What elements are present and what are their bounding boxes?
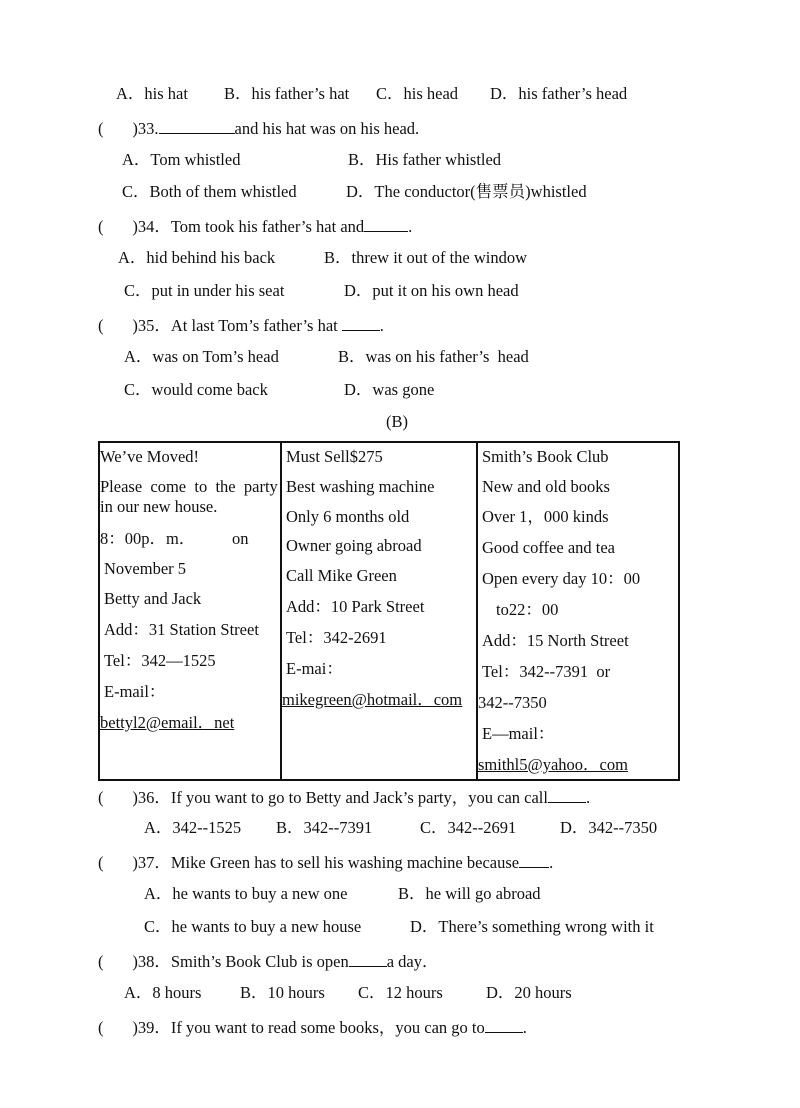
q34-prefix: ( )34．Tom took his father’s hat and [98, 217, 365, 236]
q36-option-d: D．342--7350 [560, 818, 658, 837]
q33-option-c: C．Both of them whistled [122, 182, 297, 201]
ad-sell-line3: Owner going abroad [286, 536, 422, 555]
q34-option-a: A．hid behind his back [118, 248, 276, 267]
q33-option-a: A．Tom whistled [122, 150, 241, 169]
ad-club-line1: New and old books [482, 477, 610, 496]
q38-option-d: D．20 hours [486, 983, 572, 1002]
q38-option-a: A．8 hours [124, 983, 202, 1002]
q34-question [98, 215, 412, 237]
ad-club-email: smithl5@yahoo．com [478, 755, 628, 774]
q36-end: . [585, 788, 591, 807]
table-divider [280, 443, 282, 779]
ad-moved-title: We’ve Moved! [100, 447, 200, 466]
q33-stem: and his hat was on his head. [234, 119, 420, 138]
q36-question [98, 786, 590, 808]
q37-end: . [549, 853, 554, 872]
q35-question [98, 314, 384, 336]
ad-moved-on: on [232, 529, 249, 548]
ad-sell-email: mikegreen@hotmail．com [282, 690, 463, 709]
q32-option-d: D．his father’s head [490, 84, 628, 103]
q35-option-c: C．would come back [124, 380, 268, 399]
q32-option-b: B．his father’s hat [224, 84, 350, 103]
ad-sell-line4: Call Mike Green [286, 566, 397, 585]
q33-option-d: D．The conductor(售票员)whistled [346, 182, 587, 201]
q37-option-a: A．he wants to buy a new one [144, 884, 348, 903]
q37-option-d: D．There’s something wrong with it [410, 917, 654, 936]
ad-sell-address: Add：10 Park Street [286, 597, 425, 616]
q37-question [98, 851, 553, 873]
ad-sell-line1: Best washing machine [286, 477, 435, 496]
q32-option-a: A．his hat [116, 84, 188, 103]
q35-option-b: B．was on his father’s head [338, 347, 529, 366]
q38-question [98, 950, 439, 972]
ad-moved-tel: Tel：342—1525 [104, 651, 216, 670]
q37-answer-blank [519, 851, 549, 868]
q36-option-b: B．342--7391 [276, 818, 373, 837]
ad-moved-date: November 5 [104, 559, 187, 578]
q38-prefix: ( )38．Smith’s Book Club is open [98, 952, 349, 971]
q35-answer-blank [342, 314, 380, 331]
q39-question [98, 1016, 527, 1038]
q33-option-b: B．His father whistled [348, 150, 502, 169]
ad-sell-tel: Tel：342-2691 [286, 628, 387, 647]
ad-club-email-label: E—mail： [482, 724, 555, 743]
q36-prefix: ( )36．If you want to go to Betty and Jack’s party，you can call [98, 788, 548, 807]
q33-prefix: ( )33. [98, 119, 159, 138]
q33-answer-blank [159, 117, 235, 134]
q37-option-b: B．he will go abroad [398, 884, 541, 903]
q35-end: . [379, 316, 384, 335]
q35-option-a: A．was on Tom’s head [124, 347, 279, 366]
q39-end: . [522, 1018, 527, 1037]
ads-table [98, 441, 680, 781]
q36-answer-blank [548, 786, 586, 803]
q34-option-b: B．threw it out of the window [324, 248, 528, 267]
q38-option-b: B．10 hours [240, 983, 325, 1002]
ad-club-line3: Good coffee and tea [482, 538, 616, 557]
ad-club-tel2: 342--7350 [478, 693, 547, 712]
q38-option-c: C．12 hours [358, 983, 443, 1002]
ad-moved-address: Add：31 Station Street [104, 620, 259, 639]
section-heading: (B) [386, 412, 408, 431]
table-divider [476, 443, 478, 779]
q32-option-c: C．his head [376, 84, 459, 103]
q38-end: a day． [386, 952, 439, 971]
ad-moved-email-label: E-mail： [104, 682, 166, 701]
q39-prefix: ( )39．If you want to read some books，you can go to [98, 1018, 485, 1037]
ad-club-title: Smith’s Book Club [482, 447, 609, 466]
ad-club-address: Add：15 North Street [482, 631, 629, 650]
ad-sell-title: Must Sell$275 [286, 447, 383, 466]
ad-sell-email-label: E-mai： [286, 659, 343, 678]
ad-sell-line2: Only 6 months old [286, 507, 410, 526]
q36-option-a: A．342--1525 [144, 818, 242, 837]
q37-prefix: ( )37．Mike Green has to sell his washing machine because [98, 853, 520, 872]
q38-answer-blank [349, 950, 387, 967]
ad-moved-line2: in our new house. [100, 497, 218, 516]
q34-answer-blank [364, 215, 408, 232]
ad-moved-names: Betty and Jack [104, 589, 202, 608]
q35-option-d: D．was gone [344, 380, 435, 399]
q39-answer-blank [485, 1016, 523, 1033]
ad-club-line2: Over 1，000 kinds [482, 507, 609, 526]
q36-option-c: C．342--2691 [420, 818, 517, 837]
q34-option-d: D．put it on his own head [344, 281, 519, 300]
ad-moved-time: 8：00p．m． [100, 529, 196, 548]
q34-end: . [408, 217, 413, 236]
ad-moved-line1: Please come to the party [100, 477, 278, 496]
q37-option-c: C．he wants to buy a new house [144, 917, 362, 936]
ad-club-line5: to22：00 [496, 600, 559, 619]
ad-club-line4: Open every day 10：00 [482, 569, 641, 588]
q33-question [98, 117, 419, 139]
q35-prefix: ( )35．At last Tom’s father’s hat [98, 316, 338, 335]
ad-club-tel1: Tel：342--7391 or [482, 662, 611, 681]
ad-moved-email: bettyl2@email．net [100, 713, 235, 732]
q34-option-c: C．put in under his seat [124, 281, 285, 300]
